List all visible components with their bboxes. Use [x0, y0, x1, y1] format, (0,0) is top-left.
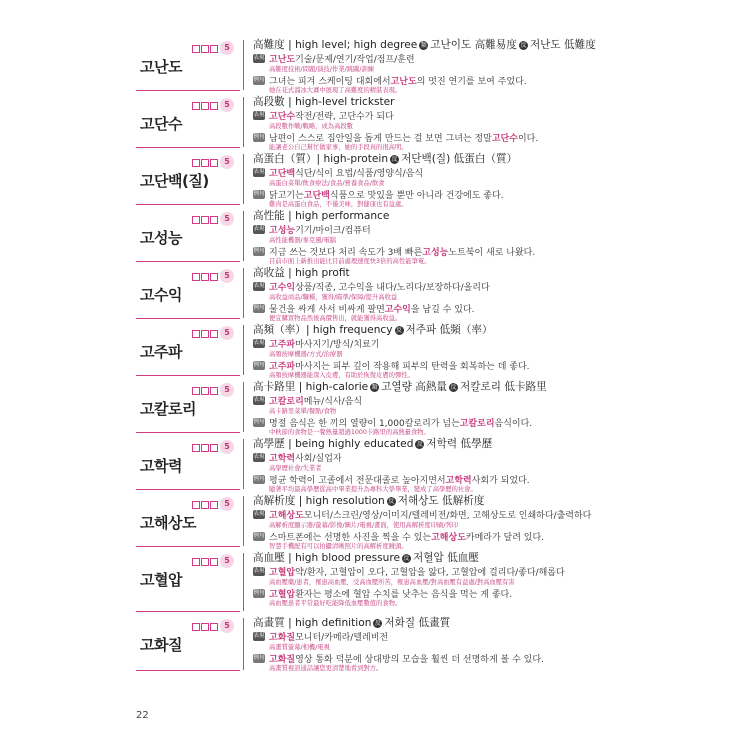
- example-sentence-text-after: 식품으로 맛있을 뿐만 아니라 건강에도 좋다.: [329, 191, 504, 201]
- entry-divider: [136, 489, 240, 490]
- review-checkboxes[interactable]: [192, 330, 218, 338]
- example-sentence-tag: 例句: [253, 134, 265, 140]
- antonym-mark: 反: [391, 156, 398, 163]
- headword: 고학력: [140, 457, 182, 475]
- review-checkbox[interactable]: [210, 159, 218, 167]
- example-translation: 高頻按摩機器能深入皮膚，有助於恢復皮膚的彈性。: [269, 372, 414, 379]
- example-sentence-text-before: 평균 학력이 고졸에서 전문대졸로 높아지면서: [269, 476, 446, 486]
- entry-divider: [136, 611, 240, 612]
- example-sentence-text-before: 남편이 스스로 집안일을 돕게 만드는 걸 보면 그녀는 정말: [269, 134, 492, 144]
- review-checkbox[interactable]: [201, 273, 209, 281]
- entry-headline: [253, 322, 493, 337]
- collocation-line-tag: 表現: [253, 55, 265, 61]
- example-sentence-highlight: 고단수: [491, 134, 518, 144]
- entry-headline: [253, 379, 547, 394]
- review-checkbox[interactable]: [192, 558, 200, 566]
- frequency-badge: 5: [220, 212, 234, 226]
- review-checkbox[interactable]: [201, 444, 209, 452]
- entry-divider: [136, 90, 240, 91]
- headword: 고혈압: [140, 571, 182, 589]
- example-sentence-text-before: 물건을 싸게 사서 비싸게 팔면: [269, 305, 385, 315]
- collocation-line-highlight: 고학력: [269, 454, 296, 464]
- collocation-line-text-after: 모니터/카메라/텔레비전: [295, 633, 389, 643]
- antonym-mark: 反: [374, 620, 381, 627]
- example-sentence-highlight: 고성능: [422, 248, 449, 258]
- review-checkbox[interactable]: [201, 387, 209, 395]
- hanja-english: 高卡路里 | high-calorie: [253, 381, 369, 393]
- collocation-line-tag: 表現: [253, 169, 265, 175]
- collocation-line-text-after: 메뉴/식사/음식: [303, 397, 363, 407]
- collocation-line-highlight: 고칼로리: [269, 397, 304, 407]
- example-translation: 目前市面上新推出能比目前處理速度快3倍的高性能筆電。: [269, 258, 431, 265]
- example-translation: 中秋節的食物是一餐熱量超過1000卡路里的高熱量食物。: [269, 429, 430, 436]
- example-sentence-text-before: 지금 쓰는 것보다 처리 속도가 3배 빠른: [269, 248, 423, 258]
- frequency-badge: 5: [220, 326, 234, 340]
- example-sentence-tag: 例句: [253, 362, 265, 368]
- collocation-line-highlight: 고주파: [269, 340, 296, 350]
- frequency-badge: 5: [220, 554, 234, 568]
- entry-vertical-rule: [243, 496, 244, 546]
- example-translation: 高畫質視訊通話讓您更清楚地看到對方。: [269, 665, 383, 672]
- review-checkboxes[interactable]: [192, 159, 218, 167]
- antonym: 저학력 低學歷: [426, 438, 493, 450]
- example-translation: 雞肉是高蛋白食品，不僅美味，對健康也有益處。: [269, 201, 408, 208]
- collocation-line-tag: 表現: [253, 397, 265, 403]
- collocation-line-text-after: 식단/식이 요법/식품/영양식/음식: [295, 169, 424, 179]
- example-sentence-tag: 例句: [253, 305, 265, 311]
- collocation-line-text-after: 작전/전략, 고단수가 되다: [295, 112, 394, 122]
- collocation-line-highlight: 고수익: [269, 283, 296, 293]
- collocation-line-highlight: 고성능: [269, 226, 296, 236]
- headword: 고단수: [140, 115, 182, 133]
- collocation-line-tag: 表現: [253, 454, 265, 460]
- collocation-line-tag: 表現: [253, 340, 265, 346]
- collocation-line-highlight: 고단백: [269, 169, 296, 179]
- headword: 고주파: [140, 343, 182, 361]
- example-sentence-tag: 例句: [253, 476, 265, 482]
- collocation-line-tag: 表現: [253, 633, 265, 639]
- entry-vertical-rule: [243, 382, 244, 432]
- example-sentence-tag: 例句: [253, 590, 265, 596]
- review-checkbox[interactable]: [201, 159, 209, 167]
- collocation-line-tag: 表現: [253, 568, 265, 574]
- example-sentence-tag: 例句: [253, 533, 265, 539]
- collocation-line-highlight: 고단수: [269, 112, 296, 122]
- example-sentence-highlight: 고혈압: [269, 590, 296, 600]
- collocation-line-text-after: 모니터/스크린/영상/이미지/텔레비전/화면, 고해상도로 인쇄하다/출력하다: [303, 511, 592, 521]
- collocation-translation: 高卡路里菜單/餐點/食物: [269, 408, 337, 415]
- example-sentence-highlight: 고단백: [303, 191, 330, 201]
- hanja-english: 高畫質 | high definition: [253, 617, 372, 629]
- collocation-line-highlight: 고화질: [269, 633, 296, 643]
- headword: 고해상도: [140, 514, 196, 532]
- synonym-mark: 類: [371, 384, 378, 391]
- antonym: 저난도 低難度: [529, 39, 596, 51]
- entry-headline: [253, 151, 517, 166]
- review-checkbox[interactable]: [192, 623, 200, 631]
- hanja-english: 高段數 | high-level trickster: [253, 96, 395, 108]
- collocation-translation: 高段數作戰/戰略，成為高段數: [269, 123, 353, 130]
- antonym: 저주파 低頻（率）: [405, 324, 493, 336]
- frequency-badge: 5: [220, 619, 234, 633]
- review-checkboxes[interactable]: [192, 558, 218, 566]
- review-checkbox[interactable]: [192, 102, 200, 110]
- example-sentence-text-after: 음식이다.: [494, 419, 533, 429]
- collocation-line-tag: 表現: [253, 112, 265, 118]
- example-sentence-text-after: 의 멋진 연기를 보여 주었다.: [416, 77, 527, 87]
- review-checkbox[interactable]: [210, 216, 218, 224]
- review-checkboxes[interactable]: [192, 216, 218, 224]
- entry-headline: [253, 550, 479, 565]
- frequency-badge: 5: [220, 41, 234, 55]
- frequency-badge: 5: [220, 383, 234, 397]
- example-translation: 便宜購買物品然後高價售出，就能獲得高收益。: [269, 315, 402, 322]
- review-checkbox[interactable]: [210, 330, 218, 338]
- collocation-translation: 高性能機器/麥克風/電腦: [269, 237, 337, 244]
- example-sentence-text-before: 스마트폰에는 선명한 사진을 찍을 수 있는: [269, 533, 432, 543]
- review-checkbox[interactable]: [201, 216, 209, 224]
- entry-vertical-rule: [243, 325, 244, 375]
- review-checkbox[interactable]: [192, 501, 200, 509]
- entry-divider: [136, 432, 240, 433]
- review-checkbox[interactable]: [201, 45, 209, 53]
- frequency-badge: 5: [220, 269, 234, 283]
- review-checkbox[interactable]: [210, 387, 218, 395]
- headword: 고난도: [140, 58, 182, 76]
- entry-divider: [136, 318, 240, 319]
- antonym: 저화질 低畫質: [384, 617, 451, 629]
- example-translation: 她在花式溜冰大賽中展現了高難度的精湛表現。: [269, 87, 402, 94]
- collocation-translation: 高畫質螢幕/相機/電視: [269, 644, 330, 651]
- review-checkbox[interactable]: [201, 558, 209, 566]
- collocation-translation: 高學歷社會/失業者: [269, 465, 322, 472]
- review-checkboxes[interactable]: [192, 444, 218, 452]
- example-sentence-highlight: 고해상도: [431, 533, 466, 543]
- antonym-mark: 反: [450, 384, 457, 391]
- antonym-mark: 反: [416, 441, 423, 448]
- entry-headline: [253, 37, 596, 52]
- example-sentence-highlight: 고수익: [384, 305, 411, 315]
- example-sentence-text-after: 이다.: [517, 134, 539, 144]
- collocation-line-highlight: 고혈압: [269, 568, 296, 578]
- antonym-mark: 反: [388, 498, 395, 505]
- example-sentence-text-before: 닭고기는: [269, 191, 304, 201]
- review-checkbox[interactable]: [201, 501, 209, 509]
- entry-vertical-rule: [243, 439, 244, 489]
- antonym: 저해상도 低解析度: [397, 495, 485, 507]
- entry-divider: [136, 546, 240, 547]
- example-translation: 智慧手機配有可以拍攝清晰照片的高解析度鏡頭。: [269, 543, 408, 550]
- example-translation: 高血壓患者平常最好吃能降低血壓數值的食物。: [269, 600, 402, 607]
- frequency-badge: 5: [220, 497, 234, 511]
- entry-vertical-rule: [243, 618, 244, 670]
- headword: 고칼로리: [140, 400, 196, 418]
- hanja-english: 高收益 | high profit: [253, 267, 350, 279]
- entry-vertical-rule: [243, 553, 244, 611]
- entry-divider: [136, 670, 240, 671]
- headword: 고화질: [140, 636, 182, 654]
- review-checkboxes[interactable]: [192, 102, 218, 110]
- example-sentence-text-before: 그녀는 피겨 스케이팅 대회에서: [269, 77, 391, 87]
- review-checkbox[interactable]: [201, 330, 209, 338]
- antonym-mark: 反: [396, 327, 403, 334]
- example-sentence-tag: 例句: [253, 77, 265, 83]
- hanja-english: 高難度 | high level; high degree: [253, 39, 418, 51]
- entry-divider: [136, 375, 240, 376]
- collocation-line-text-after: 약/환자, 고혈압이 오다, 고혈압을 앓다, 고혈압에 걸리다/좋다/해롭다: [295, 568, 565, 578]
- antonym: 저단백(질) 低蛋白（質）: [401, 153, 518, 165]
- collocation-line-text-after: 기술/문제/연기/작업/점프/훈련: [295, 55, 415, 65]
- example-sentence-text-after: 을 남길 수 있다.: [410, 305, 475, 315]
- collocation-line-highlight: 고난도: [269, 55, 296, 65]
- hanja-english: 高解析度 | high resolution: [253, 495, 385, 507]
- example-sentence-tag: 例句: [253, 191, 265, 197]
- synonym: 고난이도 高難易度: [430, 39, 517, 51]
- review-checkbox[interactable]: [210, 45, 218, 53]
- review-checkbox[interactable]: [192, 45, 200, 53]
- page-number: 22: [136, 710, 149, 721]
- synonym: 고열량 高熱量: [381, 381, 448, 393]
- antonym-mark: 反: [520, 42, 527, 49]
- review-checkboxes[interactable]: [192, 273, 218, 281]
- example-sentence-text-after: 마사지는 피부 깊이 작용해 피부의 탄력을 회복하는 데 좋다.: [295, 362, 530, 372]
- example-sentence-text-before: 명절 음식은 한 끼의 열량이 1,000칼로리가 넘는: [269, 419, 460, 429]
- headword: 고성능: [140, 229, 182, 247]
- example-sentence-highlight: 고칼로리: [459, 419, 495, 429]
- entry-headline: [253, 493, 484, 508]
- example-sentence-text-after: 노트북이 새로 나왔다.: [448, 248, 536, 258]
- collocation-line-tag: 表現: [253, 283, 265, 289]
- collocation-translation: 高難度技術/問題/演技/作業/跳躍/訓練: [269, 66, 375, 73]
- collocation-line-tag: 表現: [253, 511, 265, 517]
- entry-headline: [253, 436, 492, 451]
- example-sentence-text-after: 환자는 평소에 혈압 수치를 낮추는 음식을 먹는 게 좋다.: [295, 590, 513, 600]
- collocation-line-tag: 表現: [253, 226, 265, 232]
- hanja-english: 高血壓 | high blood pressure: [253, 552, 401, 564]
- entry-vertical-rule: [243, 268, 244, 318]
- entry-divider: [136, 261, 240, 262]
- review-checkbox[interactable]: [192, 330, 200, 338]
- review-checkbox[interactable]: [201, 623, 209, 631]
- frequency-badge: 5: [220, 440, 234, 454]
- entry-headline: [253, 615, 450, 630]
- collocation-translation: 高解析度顯示器/螢幕/影像/圖片/電視/畫面，使用高解析度印刷/列印: [269, 522, 459, 529]
- collocation-line-text-after: 마사지기/방식/치료기: [295, 340, 380, 350]
- entry-vertical-rule: [243, 40, 244, 90]
- review-checkboxes[interactable]: [192, 501, 218, 509]
- entry-divider: [136, 204, 240, 205]
- example-translation: 隨著平均最高學歷從高中畢業提升為專科大學畢業，變成了高學歷的社會。: [269, 486, 477, 493]
- review-checkbox[interactable]: [210, 102, 218, 110]
- hanja-english: 高學歷 | being highly educated: [253, 438, 414, 450]
- collocation-line-text-after: 사회/실업자: [295, 454, 342, 464]
- example-sentence-tag: 例句: [253, 655, 265, 661]
- collocation-line-text-after: 상품/직종, 고수익을 내다/노리다/보장하다/올리다: [295, 283, 490, 293]
- collocation-line-highlight: 고해상도: [269, 511, 304, 521]
- collocation-line-text-after: 기기/마이크/컴퓨터: [295, 226, 371, 236]
- entry-headline: [253, 94, 395, 109]
- review-checkbox[interactable]: [210, 623, 218, 631]
- frequency-badge: 5: [220, 155, 234, 169]
- entry-headline: [253, 208, 389, 223]
- synonym-mark: 類: [420, 42, 427, 49]
- review-checkbox[interactable]: [210, 444, 218, 452]
- review-checkbox[interactable]: [192, 387, 200, 395]
- hanja-english: 高蛋白（質）| high-protein: [253, 153, 389, 165]
- hanja-english: 高頻（率）| high frequency: [253, 324, 393, 336]
- review-checkbox[interactable]: [201, 102, 209, 110]
- example-sentence-highlight: 고화질: [269, 655, 296, 665]
- review-checkbox[interactable]: [210, 501, 218, 509]
- entry-vertical-rule: [243, 154, 244, 204]
- review-checkbox[interactable]: [210, 273, 218, 281]
- review-checkbox[interactable]: [192, 273, 200, 281]
- example-sentence-tag: 例句: [253, 248, 265, 254]
- collocation-translation: 高血壓藥/患者，罹患高血壓，受高血壓所苦，罹患高血壓/對高血壓有益處/對高血壓有害: [269, 579, 515, 586]
- antonym: 저혈압 低血壓: [413, 552, 479, 564]
- antonym: 저칼로리 低卡路里: [460, 381, 547, 393]
- example-sentence-highlight: 고주파: [269, 362, 296, 372]
- entry-vertical-rule: [243, 211, 244, 261]
- review-checkbox[interactable]: [192, 216, 200, 224]
- headword: 고단백(질): [140, 172, 209, 190]
- headword: 고수익: [140, 286, 182, 304]
- review-checkboxes[interactable]: [192, 623, 218, 631]
- example-sentence-tag: 例句: [253, 419, 265, 425]
- collocation-translation: 高收益商品/職種，獲得/瞄準/保障/提升高收益: [269, 294, 398, 301]
- entry-headline: [253, 265, 350, 280]
- entry-vertical-rule: [243, 97, 244, 147]
- review-checkboxes[interactable]: [192, 45, 218, 53]
- review-checkbox[interactable]: [192, 159, 200, 167]
- example-sentence-highlight: 고난도: [390, 77, 417, 87]
- example-translation: 能讓老公自己幫忙做家事，她的手段真的很高明。: [269, 144, 408, 151]
- frequency-badge: 5: [220, 98, 234, 112]
- example-sentence-highlight: 고학력: [445, 476, 472, 486]
- hanja-english: 高性能 | high performance: [253, 210, 390, 222]
- review-checkbox[interactable]: [210, 558, 218, 566]
- example-sentence-text-after: 영상 통화 덕분에 상대방의 모습을 훨씬 더 선명하게 볼 수 있다.: [295, 655, 544, 665]
- review-checkboxes[interactable]: [192, 387, 218, 395]
- example-sentence-text-after: 사회가 되었다.: [471, 476, 530, 486]
- antonym-mark: 反: [403, 555, 410, 562]
- collocation-translation: 高蛋白菜單/飲食療法/食品/營養食品/飲食: [269, 180, 385, 187]
- example-sentence-text-after: 카메라가 달려 있다.: [465, 533, 545, 543]
- review-checkbox[interactable]: [192, 444, 200, 452]
- entry-divider: [136, 147, 240, 148]
- collocation-translation: 高頻按摩機器/方式/治療器: [269, 351, 343, 358]
